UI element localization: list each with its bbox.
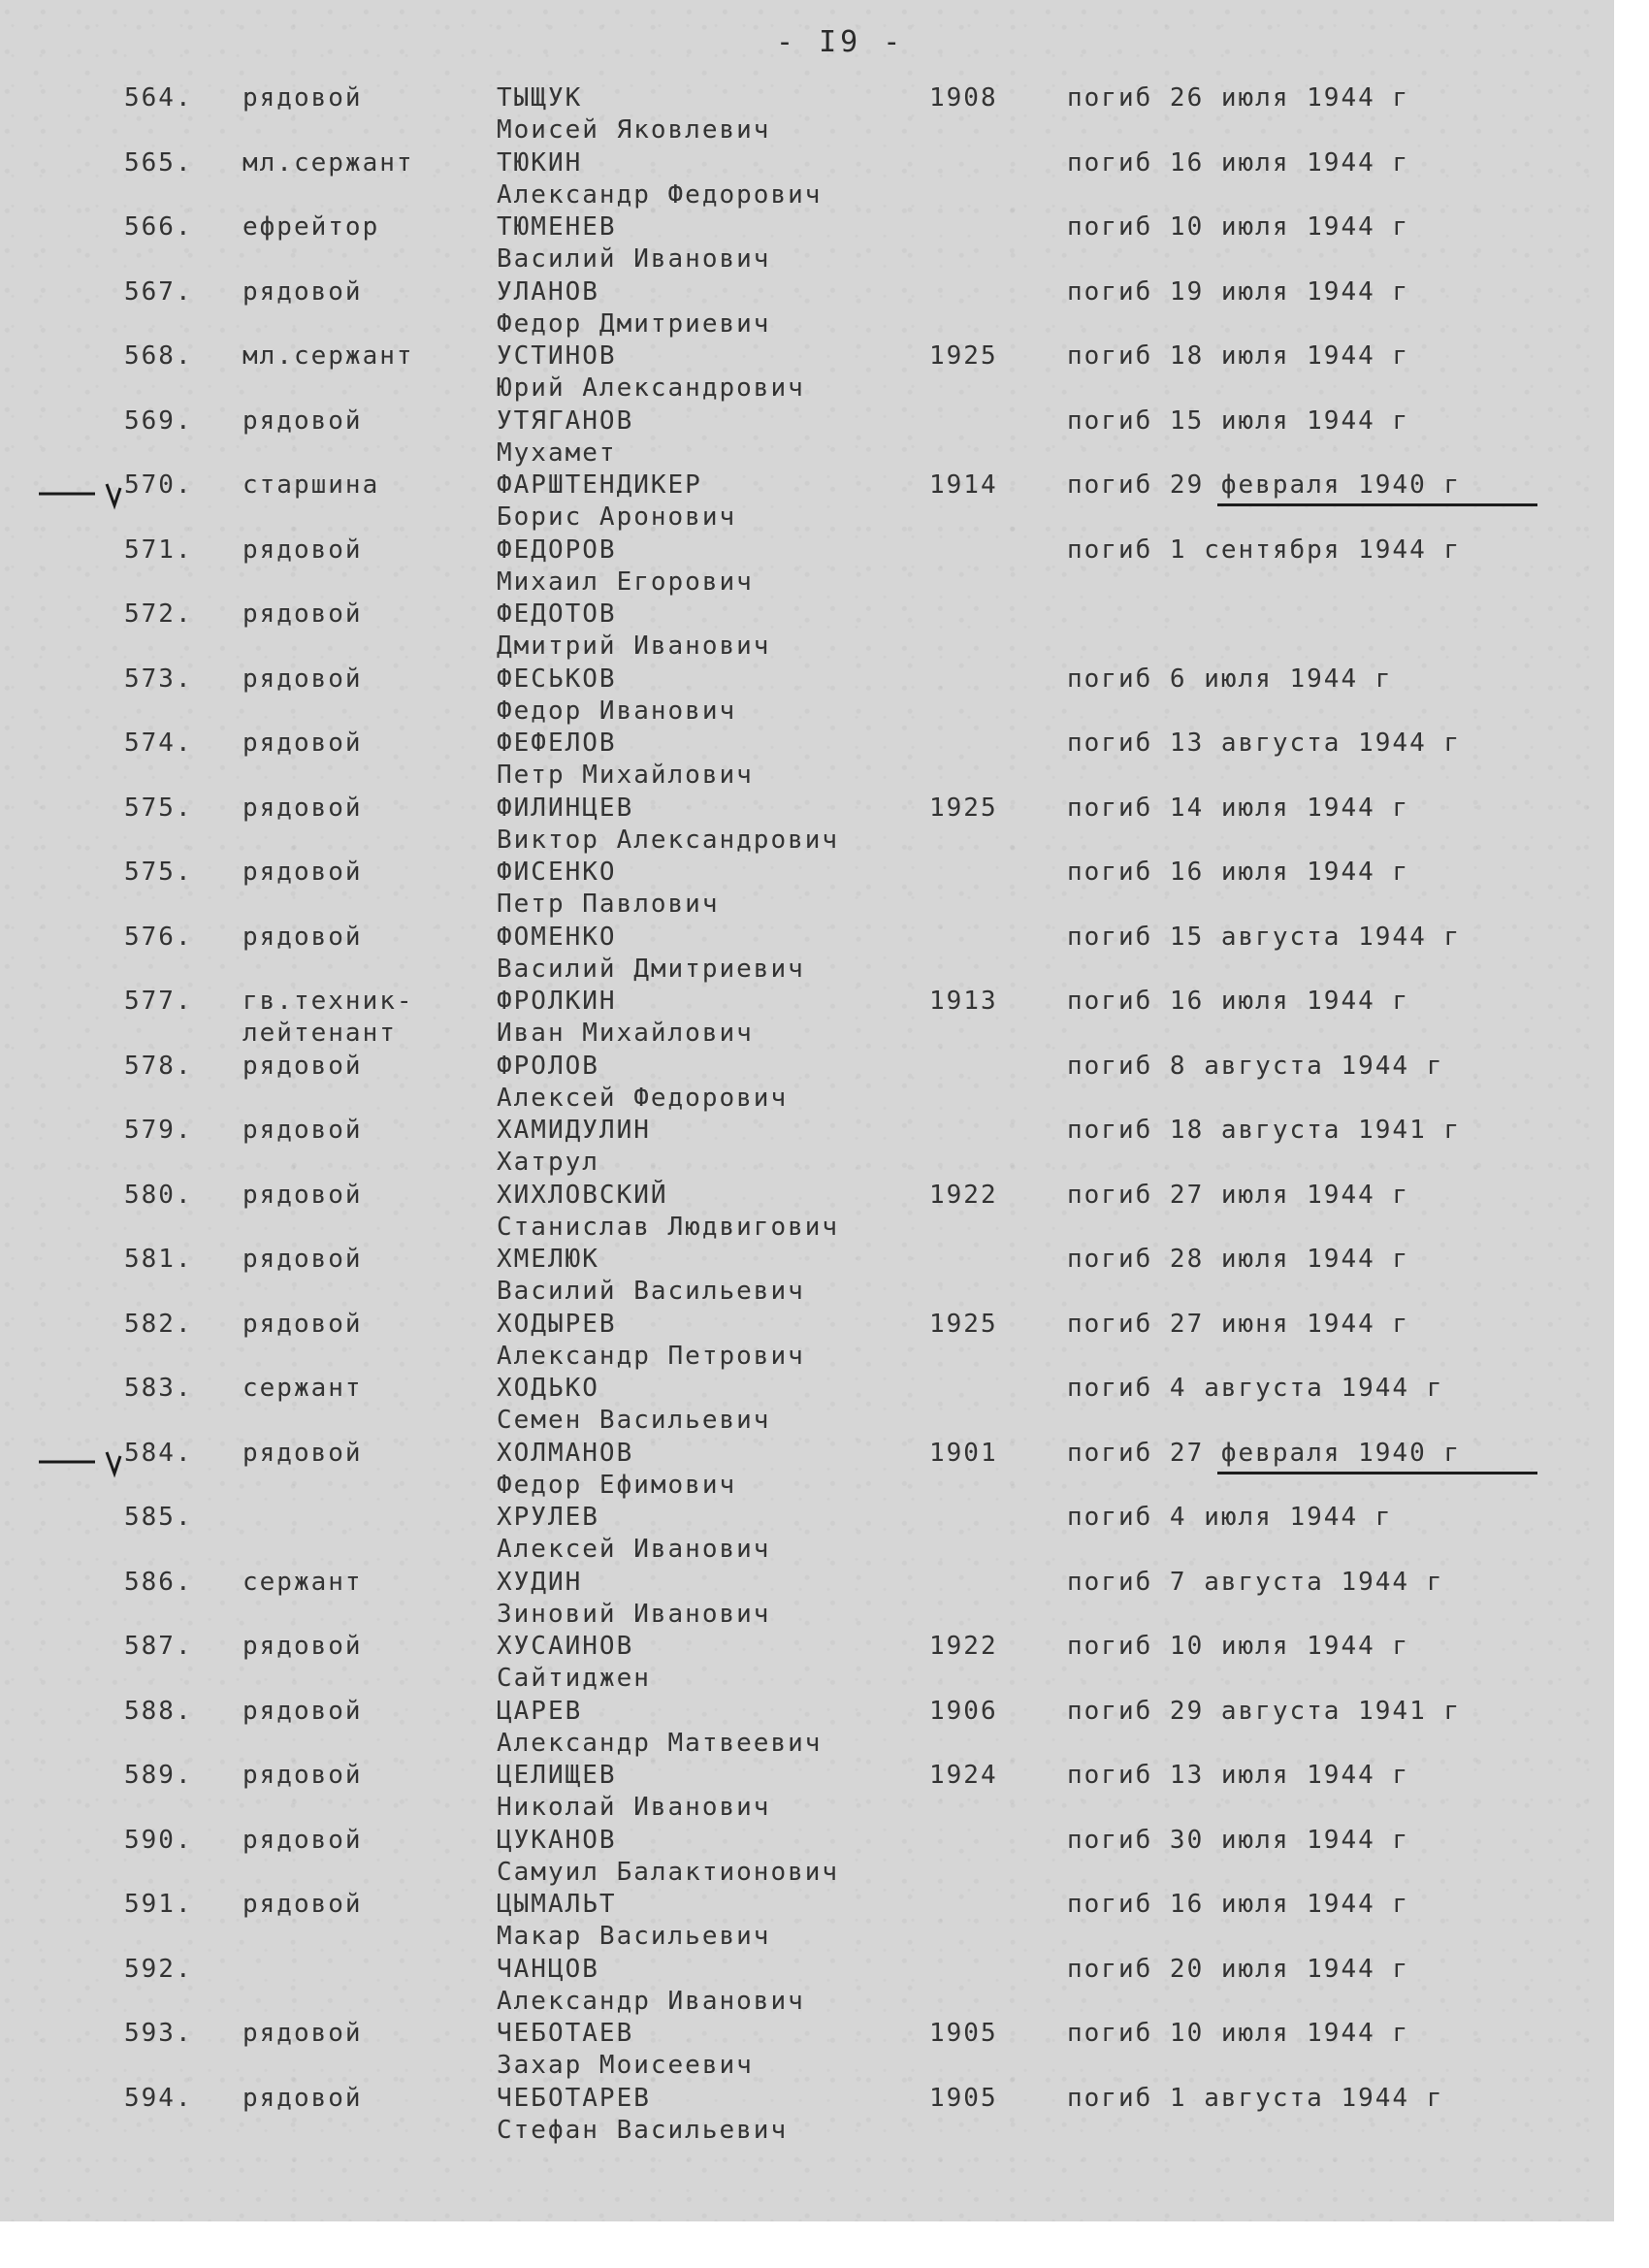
entry-fate: погиб 20 июля 1944 г [1067,1954,1410,1984]
entry-given-names: Александр Иванович [497,1986,805,2016]
entry-fate: погиб 30 июля 1944 г [1067,1825,1410,1855]
entry-surname: ФЕСЬКОВ [497,664,617,694]
entry-surname: ЦЫМАЛЬТ [497,1890,617,1919]
entry-surname: ХУДИН [497,1567,583,1597]
entry-given-names: Федор Иванович [497,696,737,726]
entry-rank: ефрейтор [242,212,380,242]
entry-surname: ТЮКИН [497,147,583,178]
entry-given-names: Петр Павлович [497,890,720,919]
entry-line-main [0,406,1610,439]
entry-fate: погиб 13 июля 1944 г [1067,1761,1410,1790]
entry-line-names [0,373,1610,406]
entry-line-names [0,1793,1610,1826]
entry-given-names: Дмитрий Иванович [497,632,771,661]
entry-number: 575. [124,858,193,887]
entry-line-names [0,2051,1610,2084]
entry-line-main [0,2084,1610,2117]
entry-rank: рядовой [242,535,363,565]
entry-line-names [0,1148,1610,1181]
entry-surname: ФЕФЕЛОВ [497,729,617,758]
entry-fate: погиб 16 июля 1944 г [1067,987,1410,1016]
entry-number: 574. [124,729,193,758]
entry-given-names: Юрий Александрович [497,373,805,403]
entry-number: 594. [124,2083,193,2113]
entry-fate: погиб 26 июля 1944 г [1067,83,1410,113]
entry-fate: погиб 18 августа 1941 г [1067,1116,1462,1145]
entry-fate: погиб 14 июля 1944 г [1067,793,1410,823]
entry-surname: УСТИНОВ [497,341,617,371]
entry-surname: ЧЕБОТАРЕВ [497,2083,651,2113]
entry-birth-year: 1908 [929,83,998,113]
entry-line-names [0,1535,1610,1568]
entry-surname: ХОДЬКО [497,1374,599,1403]
entry-surname: ЦЕЛИЩЕВ [497,1761,617,1790]
entry-birth-year: 1905 [929,2083,998,2113]
entry-surname: ФИЛИНЦЕВ [497,793,634,823]
entry-given-names: Иван Михайлович [497,1019,754,1048]
entry-fate: погиб 29 августа 1941 г [1067,1696,1462,1726]
entry-given-names: Александр Петрович [497,1341,805,1371]
entry-line-main [0,858,1610,891]
entry-rank: рядовой [242,1180,363,1210]
entry-rank: рядовой [242,1116,363,1145]
entry-rank: сержант [242,1374,363,1403]
entry-rank: рядовой [242,1245,363,1274]
entry-number: 588. [124,1696,193,1726]
entry-surname: ХОЛМАНОВ [497,1438,634,1468]
entry-number: 585. [124,1503,193,1532]
entry-line-names [0,502,1610,535]
entry-fate: погиб 29 февраля 1940 г [1067,470,1462,500]
entry-line-names [0,1342,1610,1375]
entry-surname: ХИХЛОВСКИЙ [497,1180,668,1210]
entry-rank: рядовой [242,2019,363,2048]
entry-line-main [0,1955,1610,1988]
entry-line-names [0,1277,1610,1310]
entry-line-main [0,277,1610,310]
entry-number: 568. [124,341,193,371]
entry-given-names: Мухамет [497,437,617,468]
entry-rank: мл.сержант [242,341,414,371]
entry-fate: погиб 15 августа 1944 г [1067,922,1462,952]
entry-fate: погиб 8 августа 1944 г [1067,1051,1444,1081]
entry-fate: погиб 6 июля 1944 г [1067,664,1393,694]
entry-number: 592. [124,1954,193,1984]
entry-number: 578. [124,1051,193,1081]
entry-number: 577. [124,987,193,1016]
entry-fate: погиб 4 августа 1944 г [1067,1374,1444,1403]
entry-fate: погиб 27 февраля 1940 г [1067,1438,1462,1468]
entry-line-names [0,244,1610,277]
entry-number: 579. [124,1116,193,1145]
entry-given-names: Макар Васильевич [497,1922,771,1951]
entry-line-names [0,826,1610,859]
entry-fate: погиб 16 июля 1944 г [1067,147,1410,178]
entry-line-main [0,1761,1610,1794]
entry-line-main [0,83,1610,116]
entry-line-main [0,2019,1610,2052]
entry-line-names [0,697,1610,729]
entry-given-names: Федор Ефимович [497,1470,737,1500]
entry-line-main [0,1116,1610,1149]
entry-number: 584. [124,1438,193,1468]
entry-given-names: Алексей Иванович [497,1535,771,1564]
entry-given-names: Борис Аронович [497,502,737,532]
entry-fate: погиб 13 августа 1944 г [1067,729,1462,758]
entry-rank: старшина [242,470,380,500]
entry-line-main [0,1503,1610,1536]
entry-birth-year: 1925 [929,793,998,823]
entry-number: 566. [124,212,193,242]
entry-line-main [0,1439,1610,1472]
entry-given-names: Василий Дмитриевич [497,954,805,984]
entry-surname: ТЮМЕНЕВ [497,212,617,242]
entry-birth-year: 1905 [929,2019,998,2048]
entry-given-names: Федор Дмитриевич [497,308,771,339]
entry-line-names [0,1019,1610,1052]
entry-number: 586. [124,1567,193,1597]
entry-line-names [0,890,1610,923]
entry-line-main [0,664,1610,697]
entry-given-names: Захар Моисеевич [497,2051,754,2080]
page-number: - I9 - [776,25,905,59]
entry-surname: ХАМИДУЛИН [497,1116,651,1145]
entry-fate: погиб 16 июля 1944 г [1067,1890,1410,1919]
entry-number: 581. [124,1245,193,1274]
entry-surname: ЦУКАНОВ [497,1825,617,1855]
entry-line-names [0,1213,1610,1246]
entry-given-names: Семен Васильевич [497,1406,771,1435]
entry-surname: УЛАНОВ [497,276,599,307]
entry-fate: погиб 27 июня 1944 г [1067,1309,1410,1339]
entry-rank: рядовой [242,1051,363,1081]
entry-line-main [0,535,1610,568]
entry-line-names [0,1922,1610,1955]
entry-rank: рядовой [242,1761,363,1790]
entry-birth-year: 1913 [929,987,998,1016]
entry-line-main [0,1374,1610,1407]
entry-given-names: Зиновий Иванович [497,1599,771,1629]
entry-rank: рядовой [242,405,363,436]
entry-birth-year: 1925 [929,341,998,371]
entry-given-names: Александр Матвеевич [497,1728,823,1758]
entry-number: 565. [124,147,193,178]
entry-given-names: Виктор Александрович [497,825,840,855]
entry-given-names: Василий Иванович [497,244,771,274]
entry-number: 576. [124,922,193,952]
entry-number: 564. [124,83,193,113]
entry-surname: ФАРШТЕНДИКЕР [497,470,702,500]
entry-rank: рядовой [242,1825,363,1855]
entry-number: 572. [124,599,193,629]
entry-number: 573. [124,664,193,694]
entry-surname: УТЯГАНОВ [497,405,634,436]
entry-surname: ХУСАИНОВ [497,1632,634,1661]
entry-fate: погиб 10 июля 1944 г [1067,2019,1410,2048]
entry-fate: погиб 10 июля 1944 г [1067,212,1410,242]
entry-line-main [0,1181,1610,1214]
entry-line-names [0,309,1610,342]
entry-number: 582. [124,1309,193,1339]
entry-birth-year: 1925 [929,1309,998,1339]
entry-surname: ФИСЕНКО [497,858,617,887]
entry-line-names [0,567,1610,600]
entry-line-main [0,794,1610,826]
entry-fate: погиб 15 июля 1944 г [1067,405,1410,436]
entry-line-main [0,1052,1610,1085]
entry-line-names [0,1987,1610,2020]
entry-line-main [0,1310,1610,1343]
entry-number: 570. [124,470,193,500]
entry-given-names: Василий Васильевич [497,1277,805,1306]
entry-surname: ЧЕБОТАЕВ [497,2019,634,2048]
entry-given-names: Сайтиджен [497,1664,651,1693]
entry-fate: погиб 16 июля 1944 г [1067,858,1410,887]
entry-line-names [0,1729,1610,1762]
entry-surname: ФЕДОРОВ [497,535,617,565]
entry-number: 583. [124,1374,193,1403]
entry-fate: погиб 28 июля 1944 г [1067,1245,1410,1274]
entry-fate: погиб 19 июля 1944 г [1067,276,1410,307]
entry-line-main [0,212,1610,245]
entry-line-main [0,148,1610,181]
entry-line-main [0,599,1610,632]
entry-surname: ФРОЛКИН [497,987,617,1016]
entry-fate: погиб 4 июля 1944 г [1067,1503,1393,1532]
entry-rank: рядовой [242,858,363,887]
entry-number: 589. [124,1761,193,1790]
entry-rank: рядовой [242,1309,363,1339]
entry-birth-year: 1914 [929,470,998,500]
entry-rank: рядовой [242,599,363,629]
entry-given-names: Хатрул [497,1148,599,1177]
entry-line-main [0,923,1610,956]
entry-line-names [0,1084,1610,1117]
entry-number: 591. [124,1890,193,1919]
entry-number: 587. [124,1632,193,1661]
entry-surname: ХРУЛЕВ [497,1503,599,1532]
entry-rank: сержант [242,1567,363,1597]
entry-rank: рядовой [242,1438,363,1468]
entry-line-main [0,1697,1610,1730]
entry-number: 571. [124,535,193,565]
entry-number: 593. [124,2019,193,2048]
entry-rank: рядовой [242,1696,363,1726]
entry-fate: погиб 1 сентября 1944 г [1067,535,1462,565]
entry-rank: рядовой [242,793,363,823]
entry-line-main [0,987,1610,1020]
entry-given-names: Самуил Балактионович [497,1857,840,1887]
entry-line-names [0,1858,1610,1891]
entry-line-names [0,1406,1610,1439]
entry-rank: рядовой [242,1890,363,1919]
entry-rank: рядовой [242,2083,363,2113]
entry-birth-year: 1906 [929,1696,998,1726]
entry-rank: мл.сержант [242,147,414,178]
entry-rank: рядовой [242,276,363,307]
entry-surname: ФЕДОТОВ [497,599,617,629]
entry-surname: ХМЕЛЮК [497,1245,599,1274]
entry-given-names: Алексей Федорович [497,1083,789,1113]
entry-given-names: Стефан Васильевич [497,2115,789,2145]
entry-given-names: Моисей Яковлевич [497,115,771,145]
entry-line-names [0,115,1610,148]
entry-given-names: Александр Федорович [497,179,823,210]
entry-birth-year: 1922 [929,1180,998,1210]
entry-number: 575. [124,793,193,823]
entry-surname: ХОДЫРЕВ [497,1309,617,1339]
entry-fate: погиб 10 июля 1944 г [1067,1632,1410,1661]
entry-rank: рядовой [242,1632,363,1661]
entry-surname: ФРОЛОВ [497,1051,599,1081]
entry-line-names [0,1600,1610,1633]
entry-line-main [0,1890,1610,1923]
entry-line-main [0,341,1610,374]
entry-given-names: Станислав Людвигович [497,1212,840,1242]
entry-number: 569. [124,405,193,436]
entry-line-names [0,1664,1610,1697]
entry-line-names [0,438,1610,471]
entry-fate: погиб 27 июля 1944 г [1067,1180,1410,1210]
entry-surname: ЦАРЕВ [497,1696,583,1726]
entry-number: 580. [124,1180,193,1210]
entry-fate: погиб 7 августа 1944 г [1067,1567,1444,1597]
entry-line-names [0,632,1610,664]
entry-surname: ТЫЩУК [497,83,583,113]
entry-line-main [0,1245,1610,1278]
entry-line-main [0,1826,1610,1859]
entry-number: 590. [124,1825,193,1855]
entry-line-names [0,2116,1610,2149]
entry-line-names [0,1471,1610,1504]
entry-line-names [0,180,1610,213]
entry-fate: погиб 1 августа 1944 г [1067,2083,1444,2113]
entry-fate: погиб 18 июля 1944 г [1067,341,1410,371]
entry-birth-year: 1922 [929,1632,998,1661]
entry-line-main [0,1632,1610,1665]
entry-line-names [0,955,1610,988]
entry-given-names: Михаил Егорович [497,567,754,597]
entry-line-main [0,729,1610,761]
entry-birth-year: 1924 [929,1761,998,1790]
entry-rank: рядовой [242,83,363,113]
entry-given-names: Николай Иванович [497,1793,771,1822]
entry-given-names: Петр Михайлович [497,761,754,790]
entry-rank: рядовой [242,729,363,758]
entry-rank: рядовой [242,922,363,952]
entry-surname: ФОМЕНКО [497,922,617,952]
entry-line-main [0,470,1610,503]
entry-surname: ЧАНЦОВ [497,1954,599,1984]
entry-number: 567. [124,276,193,307]
entry-line-names [0,761,1610,794]
entry-rank: гв.техник- [242,987,414,1016]
entry-rank-continued: лейтенант [242,1019,397,1048]
entry-line-main [0,1568,1610,1601]
entry-rank: рядовой [242,664,363,694]
entry-birth-year: 1901 [929,1438,998,1468]
